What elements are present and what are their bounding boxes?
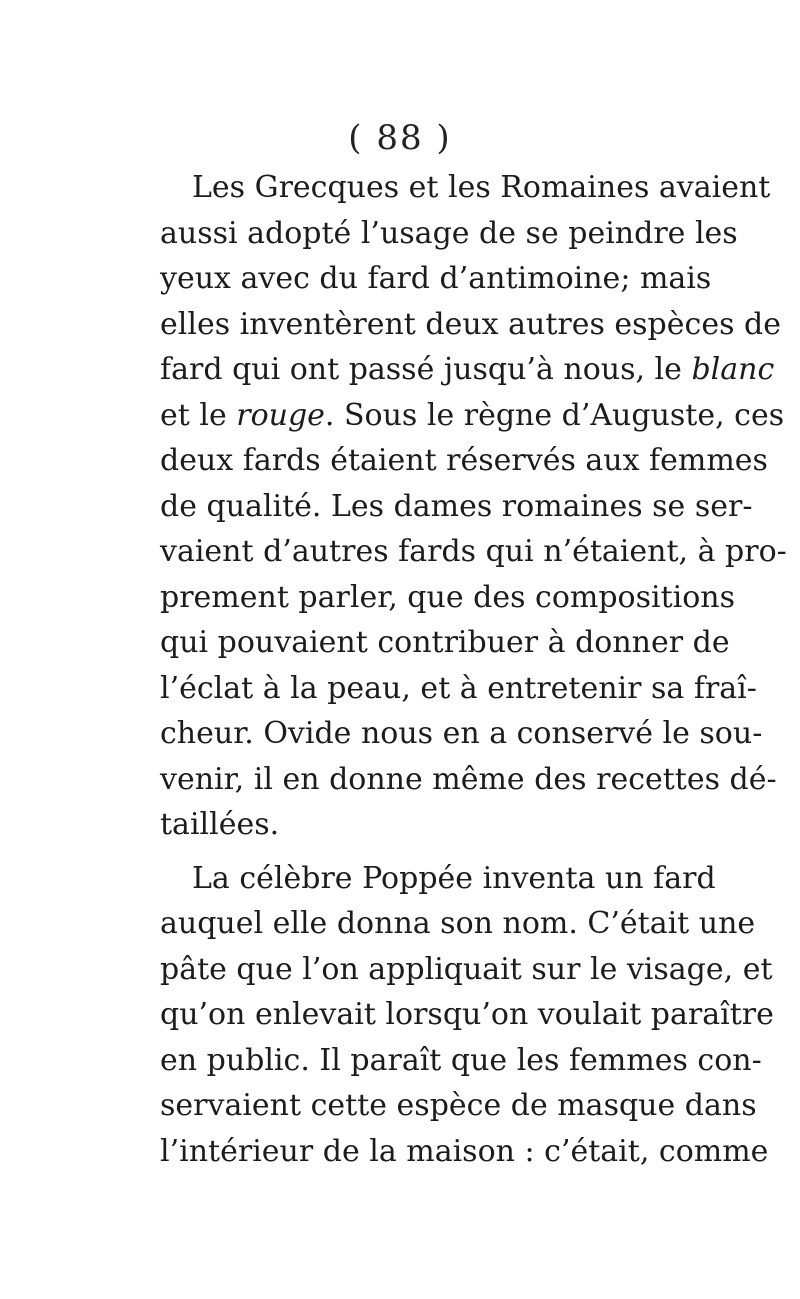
text-line: venir, il en donne même des recettes dé-	[160, 761, 777, 797]
text-line: l’intérieur de la maison : c’était, comme	[160, 1133, 769, 1169]
text-line: de qualité. Les dames romaines se ser-	[160, 488, 753, 524]
text-line: auquel elle donna son nom. C’était une	[160, 906, 756, 941]
italic-word: blanc	[691, 352, 775, 387]
text-line: Les Grecques et les Romaines avaient	[192, 170, 771, 205]
body-text	[160, 165, 787, 1174]
text-line-with-italic	[160, 393, 785, 439]
paragraph-gap	[160, 848, 700, 856]
paragraph-2	[160, 856, 774, 1175]
text-line: aussi adopté l’usage de se peindre les	[160, 215, 738, 251]
text-line: pâte que l’on appliquait sur le visage, et	[160, 951, 773, 987]
text-segment: et le	[160, 397, 237, 433]
text-line: vaient d’autres fards qui n’étaient, à pro-	[160, 534, 787, 569]
text-line: taillées.	[160, 807, 280, 842]
text-line: l’éclat à la peau, et à entretenir sa fraî-	[160, 670, 757, 706]
text-line: yeux avec du fard d’antimoine; mais	[160, 261, 712, 296]
text-line: qui pouvaient contribuer à donner de	[160, 625, 730, 660]
text-segment: . Sous le règne d’Auguste, ces	[324, 397, 785, 433]
text-line: deux fards étaient réservés aux femmes	[160, 443, 768, 478]
text-segment: fard qui ont passé jusqu’à nous, le	[160, 352, 692, 387]
text-line: qu’on enlevait lorsqu’on voulait paraître	[160, 997, 774, 1032]
page-number: ( 88 )	[348, 118, 452, 158]
paragraph-1	[160, 165, 787, 848]
text-line-with-italic	[160, 347, 775, 393]
text-line: prement parler, que des compositions	[160, 579, 736, 615]
italic-word: rouge	[236, 397, 325, 433]
text-line: cheur. Ovide nous en a conservé le sou-	[160, 716, 763, 751]
text-line: servaient cette espèce de masque dans	[160, 1088, 757, 1123]
text-line: elles inventèrent deux autres espèces de	[160, 306, 781, 342]
text-line: en public. Il paraît que les femmes con-	[160, 1042, 762, 1078]
text-line: La célèbre Poppée inventa un fard	[192, 860, 716, 896]
